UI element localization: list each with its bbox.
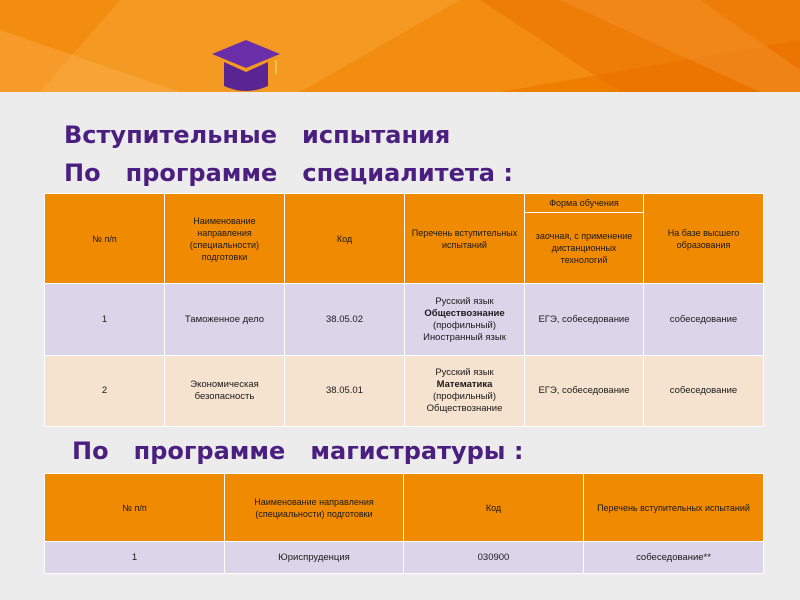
- header-num: № п/п: [45, 194, 165, 284]
- cell-num: 2: [45, 356, 165, 427]
- graduation-cap-icon: [206, 36, 286, 98]
- table-header-row: [45, 474, 764, 542]
- header-code: Код: [404, 474, 584, 542]
- exam-item: Иностранный язык: [423, 331, 506, 343]
- header-study-form-sub: заочная, с применение дистанционных технологий: [525, 213, 644, 284]
- heading-entrance-exams: Вступительные испытания: [64, 121, 451, 149]
- cell-direction: Юриспруденция: [225, 542, 404, 574]
- cell-higher: собеседование: [644, 356, 764, 427]
- cell-study-form: ЕГЭ, собеседование: [525, 356, 644, 427]
- cell-code: 38.05.02: [285, 284, 405, 356]
- banner-graphic: [0, 0, 800, 92]
- master-exams-table: [44, 473, 764, 574]
- exam-item: Русский язык: [435, 295, 494, 307]
- exam-item: Обществознание: [424, 307, 505, 319]
- heading-specialist-program: По программе специалитета :: [64, 159, 513, 187]
- exam-item: (профильный): [432, 319, 497, 331]
- cell-exams: [405, 356, 525, 427]
- table-row: [45, 542, 764, 574]
- exam-item: Русский язык: [435, 367, 494, 378]
- header-exams: Перечень вступительных испытаний: [584, 474, 764, 542]
- cell-higher: собеседование: [644, 284, 764, 356]
- exam-item: Обществознание: [426, 403, 503, 414]
- header-study-form: Форма обучения: [525, 194, 644, 213]
- specialist-exams-table: [44, 193, 764, 427]
- header-exams: Перечень вступительных испытаний: [405, 194, 525, 284]
- table-header-row: [45, 194, 764, 213]
- cell-exams: собеседование**: [584, 542, 764, 574]
- header-higher-education: На базе высшего образования: [644, 194, 764, 284]
- header-num: № п/п: [45, 474, 225, 542]
- cell-direction: Таможенное дело: [165, 284, 285, 356]
- exam-item: Математика: [436, 379, 493, 390]
- exam-item: (профильный): [432, 391, 497, 402]
- table-row: [45, 284, 764, 356]
- header-banner: [0, 0, 800, 92]
- cell-num: 1: [45, 284, 165, 356]
- cell-code: 38.05.01: [285, 356, 405, 427]
- cell-num: 1: [45, 542, 225, 574]
- header-direction: Наименование направления (специальности) подготовки: [225, 474, 404, 542]
- header-code: Код: [285, 194, 405, 284]
- header-direction: Наименование направления (специальности) подготовки: [165, 194, 285, 284]
- table-row: [45, 356, 764, 427]
- cell-exams: [405, 284, 525, 356]
- heading-master-program: По программе магистратуры :: [72, 437, 524, 465]
- cell-study-form: ЕГЭ, собеседование: [525, 284, 644, 356]
- cell-direction: Экономическая безопасность: [165, 356, 285, 427]
- cell-code: 030900: [404, 542, 584, 574]
